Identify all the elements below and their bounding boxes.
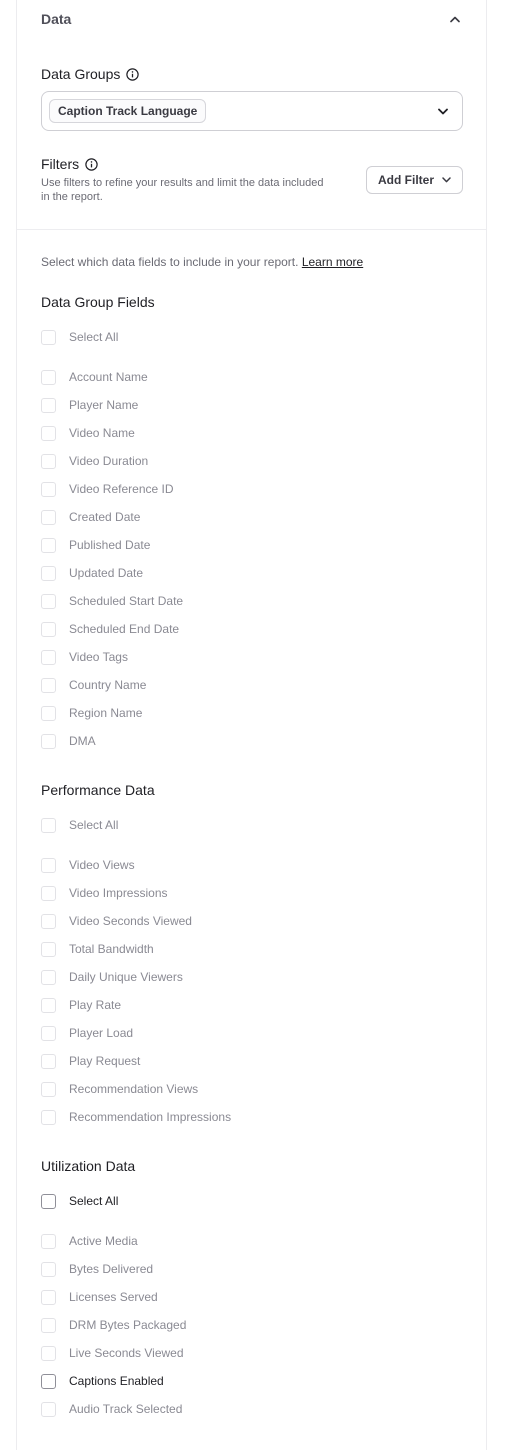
filters-description: Use filters to refine your results and limit the data included in the report. <box>41 177 324 203</box>
filters-label: Filters <box>41 156 80 172</box>
checkbox-label: Active Media <box>69 1234 138 1248</box>
field-checkbox[interactable] <box>41 856 135 874</box>
checkbox[interactable] <box>41 594 56 609</box>
checkbox-label: Scheduled Start Date <box>69 594 184 608</box>
data-section-header[interactable] <box>41 8 462 30</box>
field-checkbox[interactable] <box>41 1052 140 1070</box>
checkbox-label: Published Date <box>69 538 151 552</box>
checkbox[interactable] <box>41 886 56 901</box>
report-data-panel <box>16 0 487 1450</box>
learn-more-link[interactable]: Learn more <box>301 255 364 269</box>
checkbox-label: Audio Track Selected <box>69 1402 183 1416</box>
fields-helper-text <box>41 255 363 269</box>
checkbox[interactable] <box>41 426 56 441</box>
data-groups-label-row <box>41 66 139 82</box>
checkbox[interactable] <box>41 1026 56 1041</box>
field-checkbox[interactable] <box>41 1400 182 1418</box>
helper-text: Select which data fields to include in your report. <box>41 255 299 269</box>
checkbox[interactable] <box>41 998 56 1013</box>
select-all-checkbox[interactable] <box>41 816 118 834</box>
field-checkbox[interactable] <box>41 396 138 414</box>
info-icon[interactable] <box>126 68 139 81</box>
data-group-chip[interactable]: Caption Track Language <box>49 99 206 123</box>
checkbox-label: Video Reference ID <box>69 482 174 496</box>
checkbox-label: Region Name <box>69 706 143 720</box>
checkbox[interactable] <box>41 1402 56 1417</box>
field-checkbox[interactable] <box>41 508 140 526</box>
field-checkbox[interactable] <box>41 1080 198 1098</box>
checkbox-label: Video Tags <box>69 650 128 664</box>
checkbox[interactable] <box>41 1054 56 1069</box>
field-checkbox[interactable] <box>41 732 96 750</box>
checkbox-label: Play Rate <box>69 998 122 1012</box>
checkbox-label: Scheduled End Date <box>69 622 180 636</box>
checkbox[interactable] <box>41 734 56 749</box>
checkbox[interactable] <box>41 538 56 553</box>
field-checkbox[interactable] <box>41 968 183 986</box>
field-checkbox[interactable] <box>41 884 168 902</box>
checkbox[interactable] <box>41 678 56 693</box>
checkbox[interactable] <box>41 858 56 873</box>
field-checkbox[interactable] <box>41 940 154 958</box>
field-checkbox[interactable] <box>41 424 135 442</box>
chevron-down-icon <box>442 177 451 183</box>
checkbox-label: Total Bandwidth <box>69 942 154 956</box>
field-checkbox[interactable] <box>41 1288 158 1306</box>
field-checkbox[interactable] <box>41 1024 133 1042</box>
field-checkbox[interactable] <box>41 592 183 610</box>
data-groups-label: Data Groups <box>41 66 121 82</box>
checkbox-label: Player Name <box>69 398 139 412</box>
checkbox-label: Video Name <box>69 426 135 440</box>
checkbox[interactable] <box>41 1318 56 1333</box>
checkbox-label: Live Seconds Viewed <box>69 1346 184 1360</box>
checkbox[interactable] <box>41 1082 56 1097</box>
field-checkbox[interactable] <box>41 564 143 582</box>
checkbox-label: Video Views <box>69 858 135 872</box>
checkbox-label: Select All <box>69 1194 119 1208</box>
field-checkbox[interactable] <box>41 1344 184 1362</box>
field-checkbox[interactable] <box>41 1316 186 1334</box>
checkbox-label: Play Request <box>69 1054 141 1068</box>
field-checkbox[interactable] <box>41 368 148 386</box>
checkbox[interactable] <box>41 1234 56 1249</box>
checkbox[interactable] <box>41 454 56 469</box>
field-checkbox[interactable] <box>41 480 174 498</box>
checkbox[interactable] <box>41 818 56 833</box>
checkbox-label: Player Load <box>69 1026 134 1040</box>
field-checkbox[interactable] <box>41 676 146 694</box>
checkbox-label: Created Date <box>69 510 141 524</box>
checkbox-label: Video Impressions <box>69 886 168 900</box>
checkbox[interactable] <box>41 510 56 525</box>
checkbox[interactable] <box>41 1194 56 1209</box>
field-checkbox[interactable] <box>41 648 128 666</box>
group-title: Utilization Data <box>41 1158 136 1174</box>
select-all-checkbox[interactable] <box>41 1192 118 1210</box>
field-checkbox[interactable] <box>41 452 148 470</box>
checkbox-label: Bytes Delivered <box>69 1262 154 1276</box>
field-checkbox[interactable] <box>41 912 192 930</box>
checkbox-label: Captions Enabled <box>69 1374 164 1388</box>
checkbox-label: Daily Unique Viewers <box>69 970 183 984</box>
checkbox-label: Updated Date <box>69 566 144 580</box>
checkbox[interactable] <box>41 1110 56 1125</box>
checkbox[interactable] <box>41 1346 56 1361</box>
checkbox[interactable] <box>41 914 56 929</box>
checkbox-label: Video Duration <box>69 454 149 468</box>
checkbox[interactable] <box>41 706 56 721</box>
chevron-up-icon[interactable] <box>448 12 462 26</box>
checkbox[interactable] <box>41 1290 56 1305</box>
checkbox[interactable] <box>41 330 56 345</box>
data-groups-select[interactable] <box>41 91 463 131</box>
select-all-checkbox[interactable] <box>41 328 118 346</box>
group-title: Performance Data <box>41 782 155 798</box>
checkbox[interactable] <box>41 566 56 581</box>
checkbox[interactable] <box>41 1262 56 1277</box>
checkbox[interactable] <box>41 1374 56 1389</box>
checkbox-label: Licenses Served <box>69 1290 158 1304</box>
field-checkbox[interactable] <box>41 1372 164 1390</box>
add-filter-label: Add Filter <box>378 173 434 187</box>
checkbox[interactable] <box>41 398 56 413</box>
field-checkbox[interactable] <box>41 996 121 1014</box>
checkbox-label: Recommendation Views <box>69 1082 199 1096</box>
chevron-down-icon[interactable] <box>436 104 450 118</box>
checkbox-label: Recommendation Impressions <box>69 1110 232 1124</box>
info-icon[interactable] <box>85 158 98 171</box>
field-checkbox[interactable] <box>41 1232 138 1250</box>
checkbox[interactable] <box>41 370 56 385</box>
field-checkbox[interactable] <box>41 704 142 722</box>
checkbox-label: DMA <box>69 734 96 748</box>
checkbox-label: Select All <box>69 330 119 344</box>
add-filter-button[interactable] <box>366 166 463 194</box>
divider <box>17 229 486 230</box>
checkbox-label: Select All <box>69 818 119 832</box>
field-checkbox[interactable] <box>41 536 150 554</box>
checkbox[interactable] <box>41 942 56 957</box>
section-title: Data <box>41 11 72 27</box>
field-checkbox[interactable] <box>41 1108 231 1126</box>
checkbox-label: Country Name <box>69 678 147 692</box>
checkbox[interactable] <box>41 482 56 497</box>
checkbox[interactable] <box>41 650 56 665</box>
checkbox-label: Account Name <box>69 370 148 384</box>
checkbox[interactable] <box>41 970 56 985</box>
checkbox-label: Video Seconds Viewed <box>69 914 192 928</box>
field-checkbox[interactable] <box>41 1260 153 1278</box>
checkbox-label: DRM Bytes Packaged <box>69 1318 187 1332</box>
field-checkbox[interactable] <box>41 620 179 638</box>
group-title: Data Group Fields <box>41 294 155 310</box>
checkbox[interactable] <box>41 622 56 637</box>
filters-label-row <box>41 156 98 172</box>
